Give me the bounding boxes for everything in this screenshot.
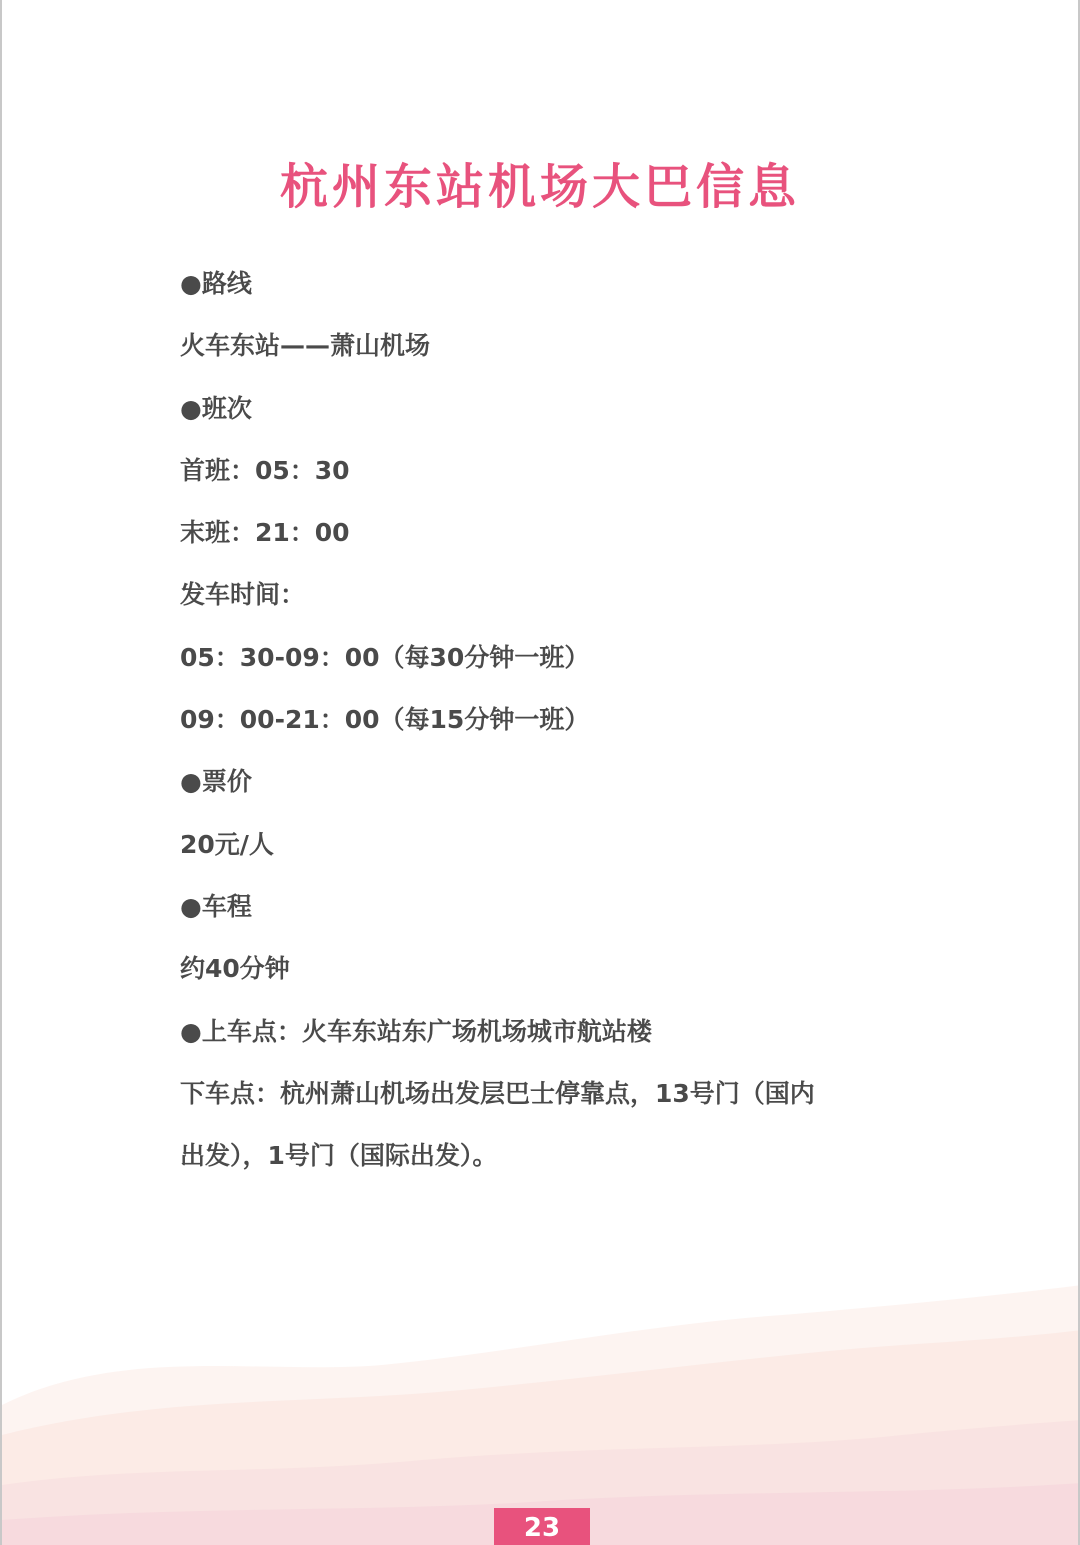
decorative-hills [2, 1285, 1080, 1545]
page-title: 杭州东站机场大巴信息 [279, 159, 800, 215]
departure-interval-1: 05：30-09：00（每30分钟一班） [180, 642, 590, 672]
schedule-heading: ●班次 [180, 393, 252, 423]
last-bus-text: 末班：21：00 [180, 518, 350, 548]
dropoff-point-text: 下车点：杭州萧山机场出发层巴士停靠点，13号门（国内 [180, 1078, 815, 1108]
departure-time-label: 发车时间： [180, 580, 306, 610]
duration-heading: ●车程 [180, 891, 252, 921]
fare-heading: ●票价 [180, 767, 252, 797]
first-bus-text: 首班：05：30 [180, 455, 350, 485]
dropoff-point-text-cont: 出发），1号门（国际出发）。 [180, 1141, 498, 1171]
route-text: 火车东站——萧山机场 [180, 331, 431, 361]
departure-interval-2: 09：00-21：00（每15分钟一班） [180, 705, 590, 735]
boarding-point-text: ●上车点：火车东站东广场机场城市航站楼 [180, 1016, 652, 1046]
info-body [180, 262, 900, 1196]
duration-text: 约40分钟 [180, 954, 290, 984]
fare-text: 20元/人 [180, 829, 274, 859]
route-heading: ●路线 [180, 269, 252, 298]
page-number: 23 [494, 1508, 590, 1545]
